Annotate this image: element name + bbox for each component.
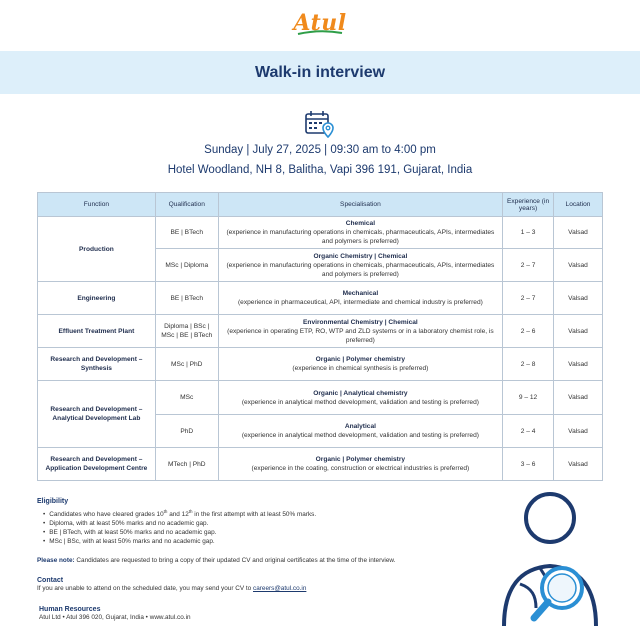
specialisation-cell bbox=[218, 348, 502, 381]
table-row bbox=[38, 448, 603, 481]
qualification-cell: BE | BTech bbox=[155, 282, 218, 315]
qualification-cell: BE | BTech bbox=[155, 217, 218, 249]
qualification-cell: MTech | PhD bbox=[155, 448, 218, 481]
title-banner bbox=[0, 51, 640, 94]
contact-line bbox=[37, 585, 306, 592]
logo-swoosh-icon bbox=[296, 30, 344, 36]
specialisation-cell bbox=[218, 282, 502, 315]
qualification-cell: MSc | Diploma bbox=[155, 249, 218, 282]
experience-cell: 1 – 3 bbox=[503, 217, 554, 249]
spec-title: Analytical bbox=[344, 423, 376, 430]
eligibility-list bbox=[37, 507, 397, 546]
specialisation-cell bbox=[218, 315, 502, 348]
spec-title: Organic Chemistry | Chemical bbox=[313, 252, 408, 260]
spec-desc: (experience in analytical method development, validation and testing is preferred) bbox=[241, 398, 479, 406]
specialisation-cell bbox=[218, 381, 502, 415]
event-venue: Hotel Woodland, NH 8, Balitha, Vapi 396 191, Gujarat, India bbox=[167, 164, 473, 176]
table-row bbox=[38, 348, 603, 381]
table-row bbox=[38, 217, 603, 249]
spec-desc: (experience in operating ETP, RO, WTP and ZLD systems or in a laboratory chemist role, is preferred) bbox=[227, 327, 494, 344]
experience-cell: 9 – 12 bbox=[503, 381, 554, 415]
page-title: Walk-in interview bbox=[254, 64, 386, 81]
location-cell: Valsad bbox=[554, 217, 603, 249]
qualification-cell: MSc bbox=[155, 381, 218, 415]
spec-desc: (experience in manufacturing operations in chemicals, pharmaceuticals, APIs, intermediates and polymers is preferred) bbox=[226, 229, 495, 245]
experience-cell: 2 – 7 bbox=[503, 282, 554, 315]
positions-table bbox=[37, 192, 603, 481]
specialisation-cell bbox=[218, 217, 502, 249]
experience-cell: 2 – 4 bbox=[503, 415, 554, 448]
location-cell: Valsad bbox=[554, 282, 603, 315]
experience-cell: 2 – 6 bbox=[503, 315, 554, 348]
hr-section bbox=[39, 606, 191, 621]
note-label: Please note: bbox=[37, 557, 75, 564]
note-text: Candidates are requested to bring a copy of their updated CV and original certificates at the time of the interview. bbox=[74, 557, 396, 564]
superscript: th bbox=[188, 509, 193, 514]
eligibility-text: and 12 bbox=[167, 511, 189, 519]
person-magnifier-icon bbox=[490, 488, 606, 628]
calendar-location-icon bbox=[305, 110, 335, 138]
careers-email-link[interactable]: careers@atul.co.in bbox=[253, 585, 307, 592]
contact-section bbox=[37, 577, 306, 592]
spec-desc: (experience in analytical method development, validation and testing is preferred) bbox=[241, 432, 479, 439]
header-specialisation: Specialisation bbox=[218, 193, 502, 217]
list-item: • Diploma, with at least 50% marks and no academic gap. bbox=[43, 519, 397, 528]
list-item: • MSc | BSc, with at least 50% marks and no academic gap. bbox=[43, 537, 397, 546]
experience-cell: 3 – 6 bbox=[503, 448, 554, 481]
spec-desc: (experience in pharmaceutical, API, intermediate and chemical industry is preferred) bbox=[237, 299, 483, 306]
eligibility-section bbox=[37, 498, 397, 546]
specialisation-cell bbox=[218, 448, 502, 481]
location-cell: Valsad bbox=[554, 381, 603, 415]
header-qualification: Qualification bbox=[155, 193, 218, 217]
list-item bbox=[43, 507, 397, 519]
contact-title: Contact bbox=[37, 577, 64, 584]
please-note bbox=[37, 557, 395, 564]
spec-title: Chemical bbox=[345, 220, 376, 227]
superscript: th bbox=[163, 509, 168, 514]
function-cell: Research and Development – Analytical Development Lab bbox=[38, 381, 156, 448]
spec-desc: (experience in the coating, construction or electrical industries is preferred) bbox=[251, 465, 470, 472]
header-experience: Experience (in years) bbox=[503, 193, 554, 217]
function-cell: Research and Development – Application Development Centre bbox=[38, 448, 156, 481]
qualification-cell: PhD bbox=[155, 415, 218, 448]
eligibility-text: in the first attempt with at least 50% marks. bbox=[192, 511, 317, 519]
hr-address: Atul Ltd • Atul 396 020, Gujarat, India • www.atul.co.in bbox=[39, 614, 191, 621]
table-header-row bbox=[38, 193, 603, 217]
location-cell: Valsad bbox=[554, 249, 603, 282]
function-cell: Research and Development – Synthesis bbox=[38, 348, 156, 381]
spec-desc: (experience in manufacturing operations in chemicals, pharmaceuticals, APIs, intermediates and polymers is preferred) bbox=[226, 261, 495, 278]
table-row bbox=[38, 381, 603, 415]
hr-title: Human Resources bbox=[39, 606, 101, 613]
spec-title: Organic | Analytical chemistry bbox=[313, 389, 408, 397]
qualification-cell: Diploma | BSc | MSc | BE | BTech bbox=[155, 315, 218, 348]
specialisation-cell bbox=[218, 415, 502, 448]
logo-text: Atul bbox=[293, 10, 347, 36]
specialisation-cell bbox=[218, 249, 502, 282]
location-cell: Valsad bbox=[554, 315, 603, 348]
function-cell: Engineering bbox=[38, 282, 156, 315]
eligibility-text: Candidates who have cleared grades 10 bbox=[49, 511, 164, 519]
list-item: • BE | BTech, with at least 50% marks and no academic gap. bbox=[43, 528, 397, 537]
table-row bbox=[38, 315, 603, 348]
contact-text: If you are unable to attend on the scheduled date, you may send your CV to bbox=[37, 585, 254, 592]
function-cell: Effluent Treatment Plant bbox=[38, 315, 156, 348]
location-cell: Valsad bbox=[554, 448, 603, 481]
qualification-cell: MSc | PhD bbox=[155, 348, 218, 381]
event-date: Sunday | July 27, 2025 | 09:30 am to 4:00 pm bbox=[204, 144, 436, 156]
spec-title: Mechanical bbox=[342, 290, 379, 297]
spec-title: Organic | Polymer chemistry bbox=[315, 456, 406, 463]
experience-cell: 2 – 8 bbox=[503, 348, 554, 381]
spec-title: Organic | Polymer chemistry bbox=[315, 356, 406, 363]
function-cell: Production bbox=[38, 217, 156, 282]
experience-cell: 2 – 7 bbox=[503, 249, 554, 282]
header-function: Function bbox=[38, 193, 156, 217]
table-row bbox=[38, 282, 603, 315]
spec-desc: (experience in chemical synthesis is preferred) bbox=[292, 365, 429, 372]
location-cell: Valsad bbox=[554, 415, 603, 448]
location-cell: Valsad bbox=[554, 348, 603, 381]
spec-title: Environmental Chemistry | Chemical bbox=[303, 318, 418, 326]
eligibility-title: Eligibility bbox=[37, 498, 69, 505]
header-location: Location bbox=[554, 193, 603, 217]
